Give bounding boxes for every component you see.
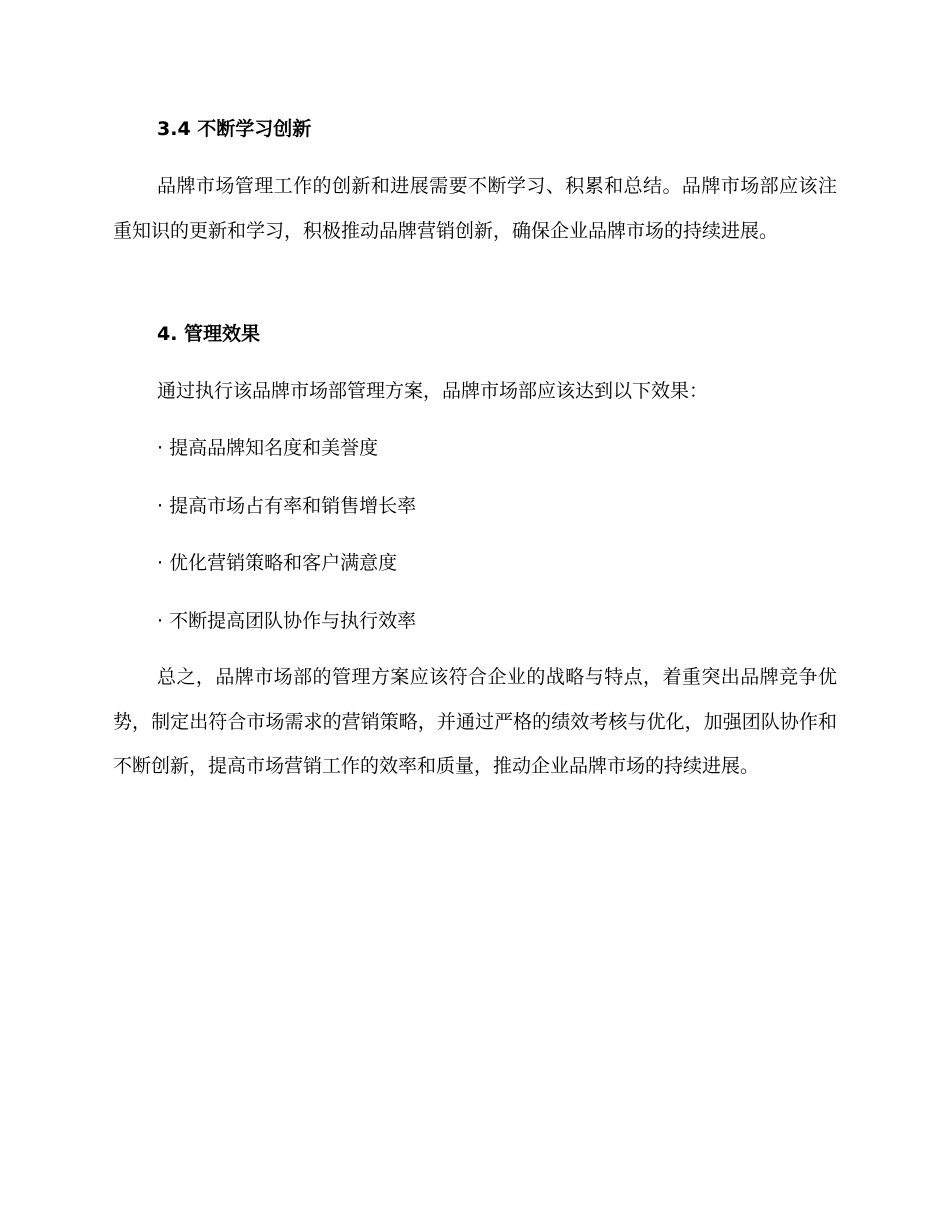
conclusion-paragraph: 总之，品牌市场部的管理方案应该符合企业的战略与特点，着重突出品牌竞争优势，制定出符合市场需求的营销策略，并通过严格的绩效考核与优化，加强团队协作和不断创新，提高市场营销工作的效率和质量，推动企业品牌市场的持续进展。 [113,666,837,777]
list-item: · 提高市场占有率和销售增长率 [157,495,417,517]
section-3-4-heading: 3.4 不断学习创新 [157,118,312,140]
section-3-4-paragraph: 品牌市场管理工作的创新和进展需要不断学习、积累和总结。品牌市场部应该注重知识的更新和学习，积极推动品牌营销创新，确保企业品牌市场的持续进展。 [113,175,837,242]
list-item: · 优化营销策略和客户满意度 [157,552,398,574]
list-item: · 提高品牌知名度和美誉度 [157,437,379,459]
list-item: · 不断提高团队协作与执行效率 [157,610,417,632]
section-4-intro: 通过执行该品牌市场部管理方案，品牌市场部应该达到以下效果： [157,380,709,402]
section-4-heading: 4. 管理效果 [157,323,261,345]
